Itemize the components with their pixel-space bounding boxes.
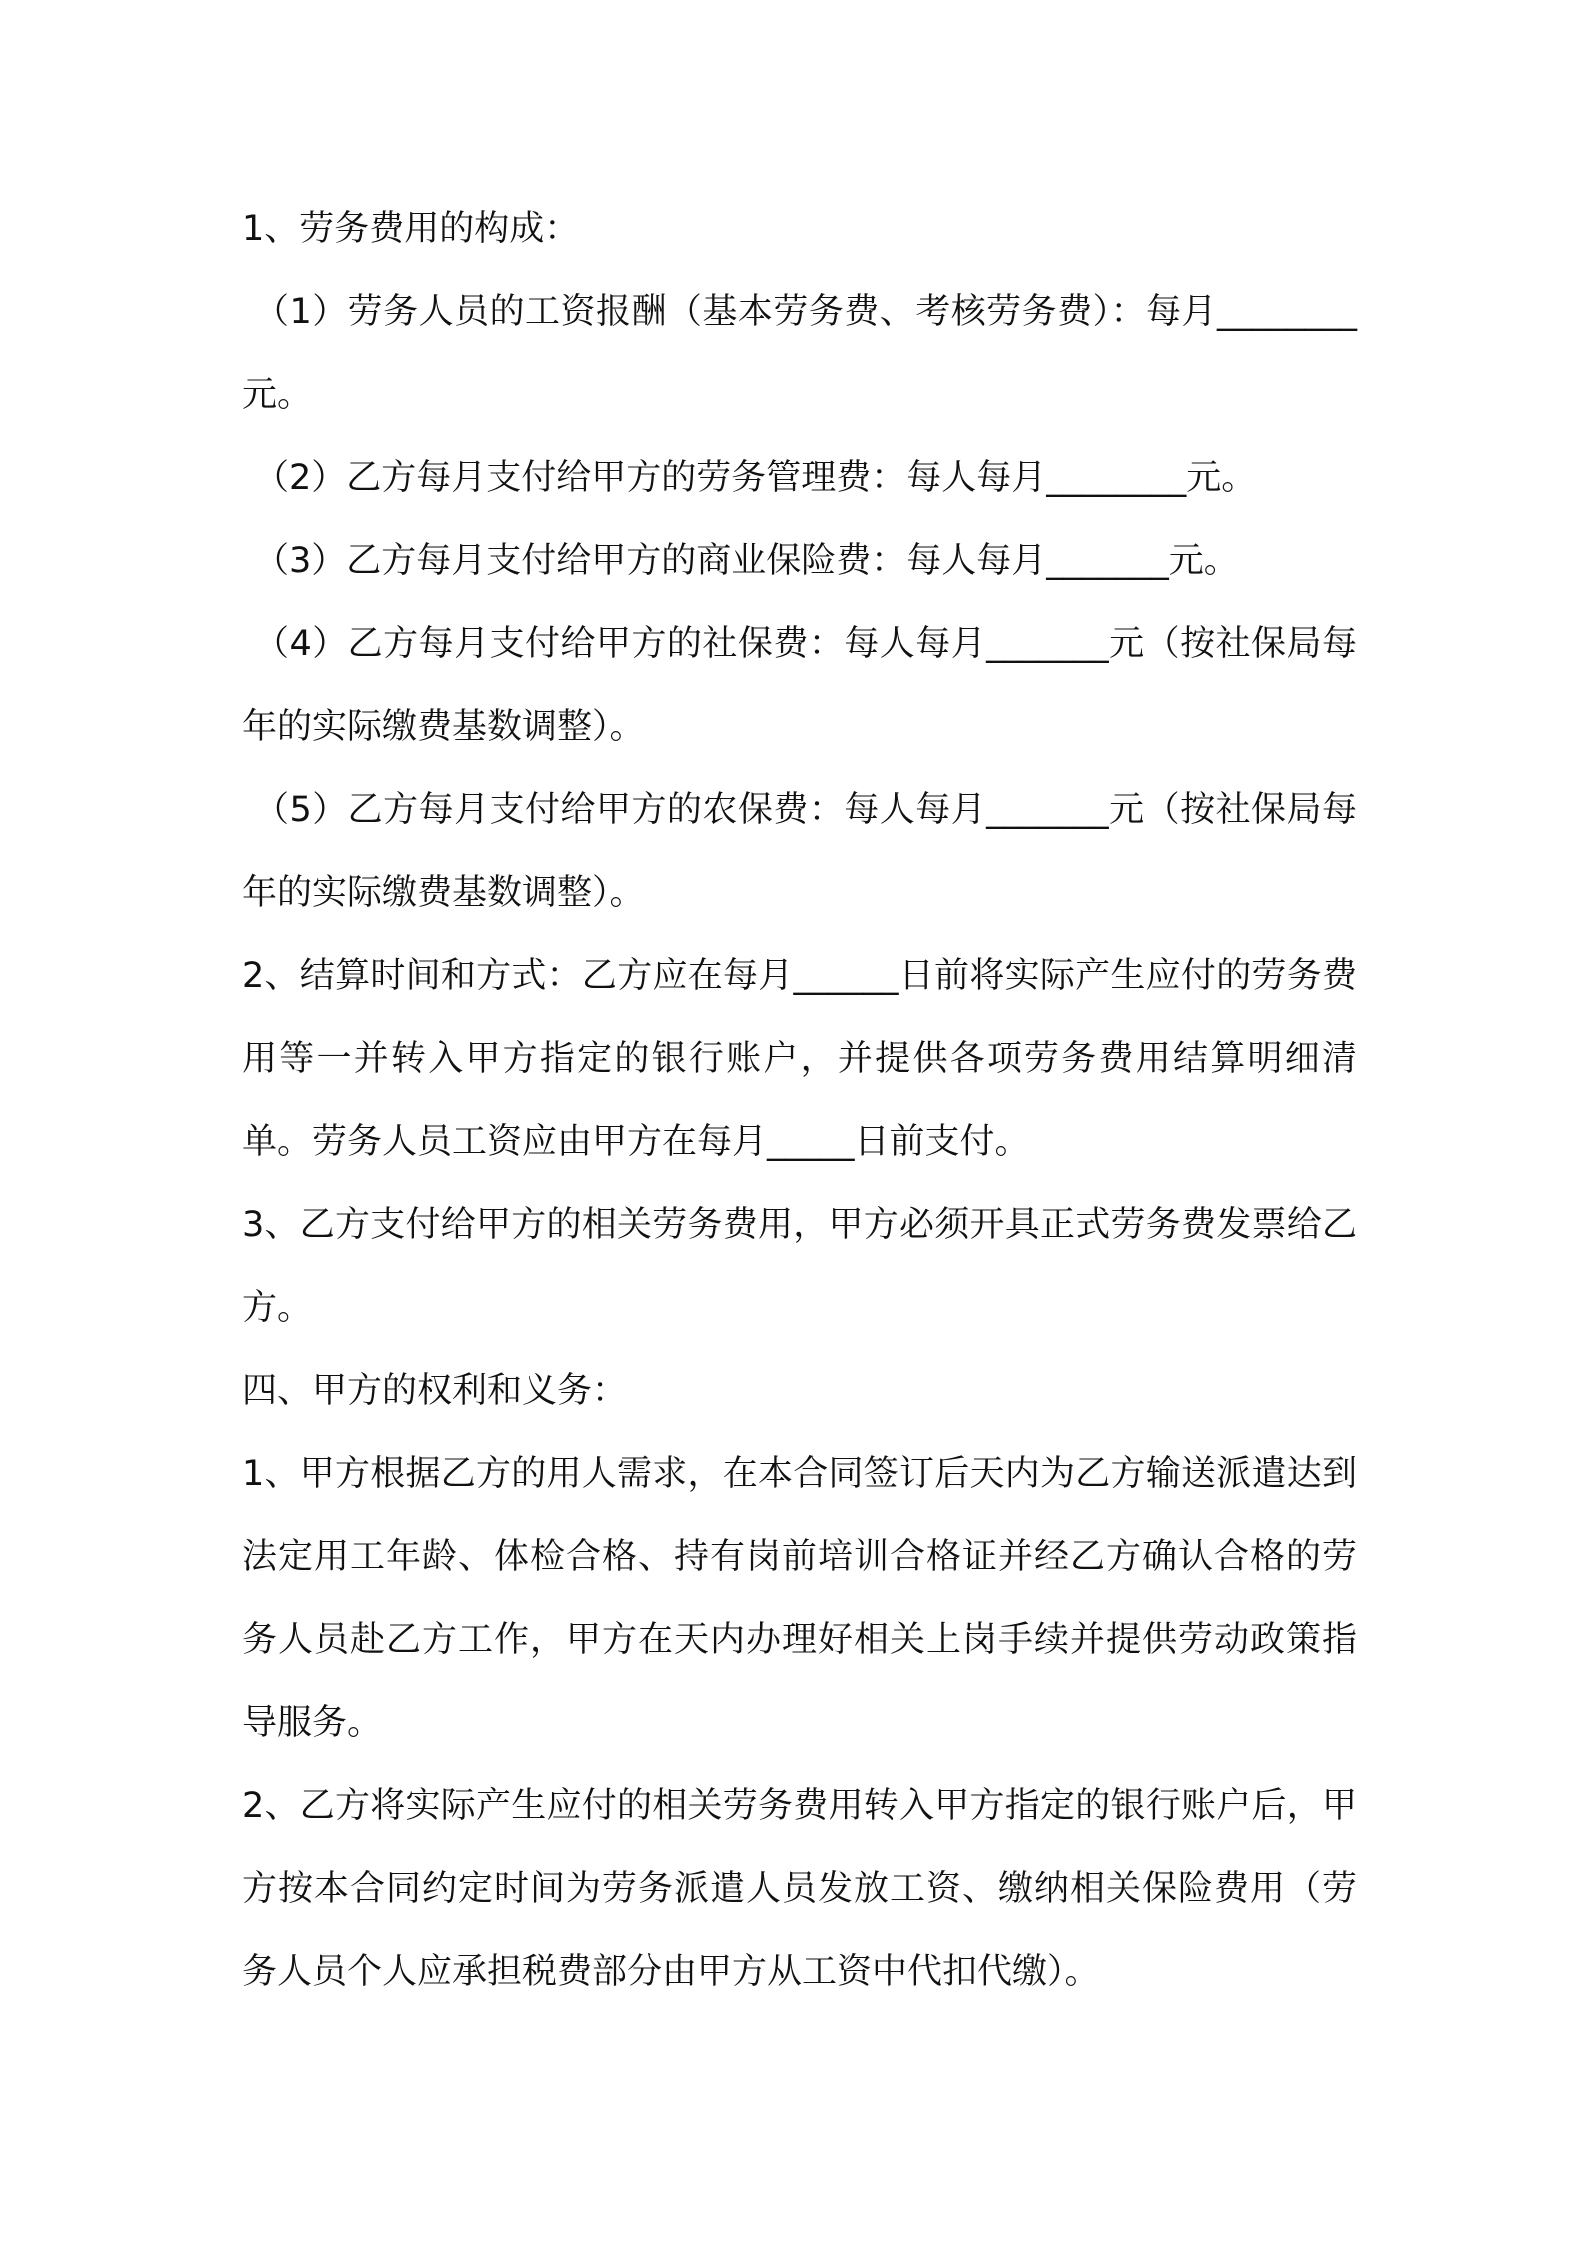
paragraph-party-a-duty-1: 1、甲方根据乙方的用人需求，在本合同签订后天内为乙方输送派遣达到法定用工年龄、体检合格、持有岗前培训合格证并经乙方确认合格的劳务人员赴乙方工作，甲方在天内办理好相关上岗手续并提供劳动政策指导服务。 [242,1454,1357,1743]
paragraph-party-a-duty-2: 2、乙方将实际产生应付的相关劳务费用转入甲方指定的银行账户后，甲方按本合同约定时间为劳务派遣人员发放工资、缴纳相关保险费用（劳务人员个人应承担税费部分由甲方从工资中代扣代缴）。 [242,1786,1357,1992]
paragraph-fee-composition-heading: 1、劳务费用的构成： [242,209,580,249]
paragraph-fee-item-5: （5）乙方每月支付给甲方的农保费：每人每月_______元（按社保局每年的实际缴费基数调整）。 [242,790,1357,913]
paragraph-fee-item-3: （3）乙方每月支付给甲方的商业保险费：每人每月_______元。 [254,541,1239,581]
paragraph-fee-item-4: （4）乙方每月支付给甲方的社保费：每人每月_______元（按社保局每年的实际缴费基数调整）。 [242,624,1357,747]
paragraph-settlement: 2、结算时间和方式：乙方应在每月______日前将实际产生应付的劳务费用等一并转入甲方指定的银行账户，并提供各项劳务费用结算明细清单。劳务人员工资应由甲方在每月_____日前支付。 [242,956,1357,1162]
document-body [242,188,1357,2014]
paragraph-fee-item-1: （1）劳务人员的工资报酬（基本劳务费、考核劳务费）：每月________元。 [242,292,1357,415]
paragraph-fee-item-2: （2）乙方每月支付给甲方的劳务管理费：每人每月________元。 [254,458,1257,498]
paragraph-invoice: 3、乙方支付给甲方的相关劳务费用，甲方必须开具正式劳务费发票给乙方。 [242,1205,1357,1328]
section-heading-party-a-rights: 四、甲方的权利和义务： [242,1371,628,1411]
